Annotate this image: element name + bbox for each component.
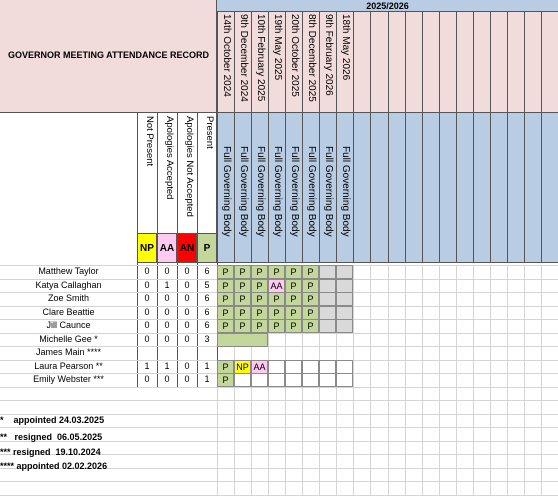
attendance-cell xyxy=(268,373,285,387)
count-cell xyxy=(177,346,197,360)
grid-line xyxy=(541,265,542,495)
attendance-cell: P xyxy=(217,306,234,320)
grid-line xyxy=(456,12,457,263)
count-cell: 6 xyxy=(204,266,210,276)
attendance-cell: P xyxy=(217,319,234,333)
meeting-type-7: Full Governing Body xyxy=(340,146,351,237)
grid-line xyxy=(0,427,558,428)
count-cell: 1 xyxy=(204,374,210,384)
attendance-cell xyxy=(336,373,353,387)
governor-name: Laura Pearson ** xyxy=(34,361,103,371)
attendance-cell: P xyxy=(302,265,319,279)
attendance-cell: P xyxy=(217,360,234,374)
grid-line xyxy=(456,265,457,495)
attendance-cell xyxy=(319,292,336,306)
attendance-cell: P xyxy=(234,279,251,293)
attendance-cell xyxy=(302,360,319,374)
attendance-cell xyxy=(319,306,336,320)
meeting-date-1: 9th December 2024 xyxy=(238,14,249,102)
attendance-cell xyxy=(336,292,353,306)
count-cell: 5 xyxy=(204,280,210,290)
summary-label-2: Apologies Not Accepted xyxy=(184,116,195,217)
grid-line xyxy=(473,12,474,263)
count-cell: 0 xyxy=(164,374,170,384)
attendance-cell: P xyxy=(251,306,268,320)
meeting-date-5: 8th December 2025 xyxy=(306,14,317,102)
grid-line xyxy=(507,12,508,263)
meeting-date-4: 20th October 2025 xyxy=(289,14,300,97)
grid-line xyxy=(541,12,542,263)
governor-name: Matthew Taylor xyxy=(38,266,99,276)
grid-line xyxy=(353,265,354,495)
attendance-cell: P xyxy=(302,292,319,306)
grid-line xyxy=(388,12,389,263)
attendance-cell: P xyxy=(251,279,268,293)
count-cell: 6 xyxy=(204,293,210,303)
attendance-cell xyxy=(336,279,353,293)
grid-line xyxy=(405,265,406,495)
grid-line xyxy=(524,12,525,263)
grid-line xyxy=(0,400,558,401)
attendance-cell xyxy=(285,360,302,374)
attendance-cell xyxy=(302,373,319,387)
count-cell: 0 xyxy=(144,307,150,317)
meeting-date-6: 9th February 2026 xyxy=(323,14,334,96)
attendance-cell xyxy=(251,373,268,387)
grid-line xyxy=(405,12,406,263)
attendance-cell xyxy=(217,333,268,347)
attendance-cell xyxy=(336,360,353,374)
meeting-date-2: 10th February 2025 xyxy=(255,14,266,102)
count-cell: 0 xyxy=(184,293,190,303)
summary-code-1: AA xyxy=(157,233,177,263)
grid-line xyxy=(490,12,491,263)
attendance-cell xyxy=(319,360,336,374)
governor-name: Emily Webster *** xyxy=(33,374,104,384)
title-block xyxy=(0,0,217,113)
attendance-cell: P xyxy=(285,292,302,306)
count-cell: 0 xyxy=(144,293,150,303)
meeting-date-0: 14th October 2024 xyxy=(221,14,232,97)
footnote-2: ** resigned 06.05.2025 xyxy=(0,432,103,442)
footnote-1: * appointed 24.03.2025 xyxy=(0,415,105,425)
attendance-cell xyxy=(268,360,285,374)
count-cell: 1 xyxy=(204,361,210,371)
attendance-cell: P xyxy=(268,265,285,279)
grid-line xyxy=(473,265,474,495)
attendance-cell: P xyxy=(217,292,234,306)
attendance-cell xyxy=(336,319,353,333)
count-cell: 6 xyxy=(204,320,210,330)
attendance-cell: P xyxy=(234,292,251,306)
grid-line xyxy=(439,265,440,495)
governor-name: Michelle Gee * xyxy=(39,334,98,344)
meeting-type-4: Full Governing Body xyxy=(289,146,300,237)
attendance-cell xyxy=(319,319,336,333)
count-cell: 1 xyxy=(164,361,170,371)
summary-code-0: NP xyxy=(137,233,157,263)
attendance-cell: P xyxy=(268,292,285,306)
footnote-3: *** resigned 19.10.2024 xyxy=(0,447,101,457)
attendance-cell: AA xyxy=(268,279,285,293)
attendance-cell: P xyxy=(302,279,319,293)
meeting-type-3: Full Governing Body xyxy=(272,146,283,237)
attendance-cell: P xyxy=(302,306,319,320)
count-cell: 0 xyxy=(144,320,150,330)
attendance-cell: AA xyxy=(251,360,268,374)
footnote-4: **** appointed 02.02.2026 xyxy=(0,461,108,471)
attendance-cell: P xyxy=(217,265,234,279)
grid-line xyxy=(0,387,558,388)
count-cell: 0 xyxy=(184,374,190,384)
meeting-type-5: Full Governing Body xyxy=(306,146,317,237)
count-cell: 0 xyxy=(164,334,170,344)
meeting-date-7: 18th May 2026 xyxy=(340,14,351,81)
meeting-type-0: Full Governing Body xyxy=(221,146,232,237)
count-cell: 0 xyxy=(164,320,170,330)
count-cell: 0 xyxy=(144,280,150,290)
attendance-cell: P xyxy=(285,319,302,333)
governor-name: Zoe Smith xyxy=(47,293,89,303)
grid-line xyxy=(490,265,491,495)
count-cell: 1 xyxy=(144,361,150,371)
summary-label-0: Not Present xyxy=(144,116,155,167)
count-cell: 6 xyxy=(204,307,210,317)
year-header xyxy=(217,0,558,12)
meeting-type-2: Full Governing Body xyxy=(255,146,266,237)
count-cell xyxy=(157,346,177,360)
grid-line xyxy=(353,12,354,263)
attendance-cell: P xyxy=(217,279,234,293)
page-title: GOVERNOR MEETING ATTENDANCE RECORD xyxy=(7,50,209,60)
count-cell xyxy=(137,346,157,360)
count-cell: 0 xyxy=(164,307,170,317)
count-cell: 0 xyxy=(184,361,190,371)
count-cell: 0 xyxy=(144,266,150,276)
grid-line xyxy=(507,265,508,495)
attendance-cell xyxy=(336,306,353,320)
count-cell: 0 xyxy=(144,374,150,384)
attendance-cell: P xyxy=(217,373,234,387)
summary-label-1: Apologies Accepted xyxy=(164,116,175,200)
count-cell: 0 xyxy=(164,293,170,303)
grid-line xyxy=(370,12,371,263)
count-cell: 0 xyxy=(164,266,170,276)
attendance-cell: NP xyxy=(234,360,251,374)
grid-line xyxy=(388,265,389,495)
summary-code-3: P xyxy=(197,233,217,263)
count-cell: 0 xyxy=(184,266,190,276)
year-label: 2025/2026 xyxy=(366,1,409,11)
governor-name: Katya Callaghan xyxy=(35,280,102,290)
count-cell: 1 xyxy=(164,280,170,290)
attendance-cell: P xyxy=(251,292,268,306)
count-cell: 0 xyxy=(184,320,190,330)
attendance-cell xyxy=(234,373,251,387)
attendance-cell: P xyxy=(268,306,285,320)
grid-line xyxy=(422,12,423,263)
count-cell: 0 xyxy=(184,334,190,344)
count-cell: 3 xyxy=(204,334,210,344)
governor-name: Clare Beattie xyxy=(42,307,95,317)
attendance-cell xyxy=(319,279,336,293)
meeting-type-1: Full Governing Body xyxy=(238,146,249,237)
attendance-cell xyxy=(319,373,336,387)
attendance-cell: P xyxy=(251,319,268,333)
grid-line xyxy=(524,265,525,495)
summary-label-3: Present xyxy=(204,116,215,149)
count-cell: 0 xyxy=(144,334,150,344)
governor-name: James Main **** xyxy=(35,347,102,357)
attendance-cell: P xyxy=(285,306,302,320)
attendance-cell: P xyxy=(251,265,268,279)
attendance-cell: P xyxy=(302,319,319,333)
grid-line xyxy=(422,265,423,495)
attendance-cell: P xyxy=(268,319,285,333)
count-cell: 0 xyxy=(184,280,190,290)
attendance-cell: P xyxy=(285,265,302,279)
count-cell xyxy=(197,346,217,360)
attendance-cell: P xyxy=(234,306,251,320)
grid-line xyxy=(439,12,440,263)
attendance-cell: P xyxy=(285,279,302,293)
count-cell: 0 xyxy=(184,307,190,317)
governor-name: Jill Caunce xyxy=(46,320,91,330)
summary-code-2: AN xyxy=(177,233,197,263)
attendance-cell xyxy=(336,265,353,279)
attendance-cell: P xyxy=(234,265,251,279)
attendance-cell xyxy=(285,373,302,387)
attendance-cell xyxy=(319,265,336,279)
grid-line xyxy=(0,481,558,482)
meeting-type-6: Full Governing Body xyxy=(323,146,334,237)
grid-line xyxy=(370,265,371,495)
meeting-date-3: 19th May 2025 xyxy=(272,14,283,81)
attendance-cell: P xyxy=(234,319,251,333)
